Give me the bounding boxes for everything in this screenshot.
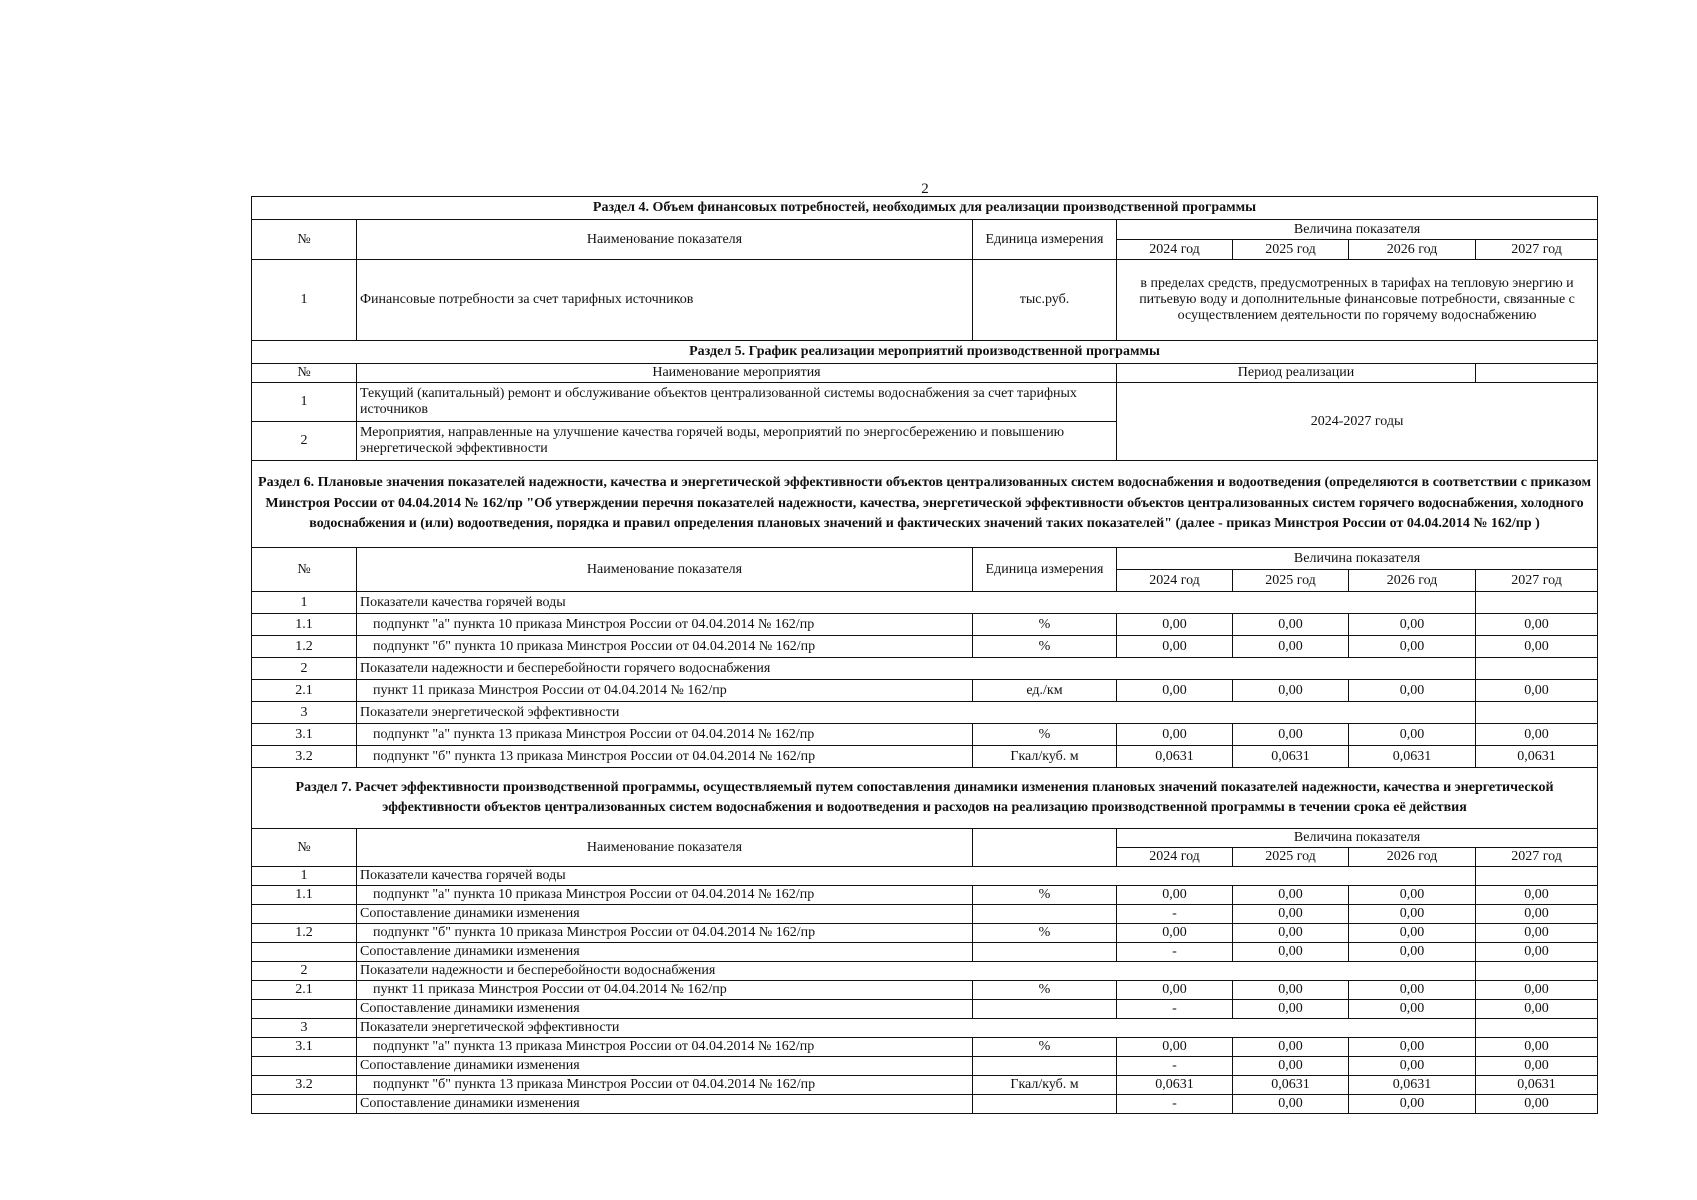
section5-period-value: 2024-2027 годы — [1117, 383, 1598, 461]
section5-title: Раздел 5. График реализации мероприятий производственной программы — [252, 341, 1598, 364]
row-num: 2 — [252, 658, 357, 680]
row-unit — [973, 905, 1117, 924]
section6-body — [252, 592, 1598, 768]
row-name: подпункт "а" пункта 13 приказа Минстроя России от 04.04.2014 № 162/пр — [357, 1038, 973, 1057]
row-value: - — [1117, 1000, 1233, 1019]
row-value: 0,00 — [1117, 886, 1233, 905]
row-value: 0,00 — [1117, 680, 1233, 702]
document-body — [251, 196, 1597, 1114]
table-row — [252, 962, 1598, 981]
row-empty-cell — [1476, 658, 1598, 680]
section7-title: Раздел 7. Расчет эффективности производственной программы, осуществляемый путем сопоставления динамики изменения плановых значений показателей надежности, качества и энергетической эффективности объектов централизованных систем водоснабжения и водоотведения и расходов на реализацию производственной программы в течении срока её действия — [252, 768, 1598, 829]
row-value: 0,00 — [1117, 924, 1233, 943]
row-unit: ед./км — [973, 680, 1117, 702]
section4-header-year: 2025 год — [1233, 240, 1349, 260]
table-row — [252, 746, 1598, 768]
row-value: 0,00 — [1117, 1038, 1233, 1057]
row-num: 1.2 — [252, 636, 357, 658]
row-unit: % — [973, 981, 1117, 1000]
section4-header-unit: Единица измерения — [973, 220, 1117, 260]
section7-header-year: 2025 год — [1233, 848, 1349, 867]
row-unit: % — [973, 614, 1117, 636]
row-value: 0,00 — [1349, 1057, 1476, 1076]
table-row — [252, 1019, 1598, 1038]
row-value: 0,00 — [1233, 680, 1349, 702]
row-value: 0,00 — [1233, 981, 1349, 1000]
section5-header-name: Наименование мероприятия — [357, 364, 1117, 383]
row-num: 2.1 — [252, 680, 357, 702]
section7-header-year: 2024 год — [1117, 848, 1233, 867]
row-value: 0,00 — [1349, 943, 1476, 962]
section4-row-num: 1 — [252, 260, 357, 341]
row-unit: % — [973, 724, 1117, 746]
row-name: подпункт "а" пункта 13 приказа Минстроя России от 04.04.2014 № 162/пр — [357, 724, 973, 746]
section7-header-num: № — [252, 829, 357, 867]
row-group-name: Показатели надежности и бесперебойности горячего водоснабжения — [357, 658, 1476, 680]
row-num: 1 — [252, 867, 357, 886]
row-num: 3 — [252, 702, 357, 724]
section4-row-value: в пределах средств, предусмотренных в тарифах на тепловую энергию и питьевую воду и дополнительные финансовые потребности, связанные с осуществлением деятельности по горячему водоснабжению — [1117, 260, 1598, 341]
row-empty-cell — [1476, 962, 1598, 981]
section5-header-period: Период реализации — [1117, 364, 1476, 383]
table-row — [252, 886, 1598, 905]
row-empty-cell — [1476, 1019, 1598, 1038]
row-value: 0,00 — [1349, 636, 1476, 658]
row-value: 0,00 — [1233, 1057, 1349, 1076]
row-value: 0,00 — [1233, 905, 1349, 924]
section6-title: Раздел 6. Плановые значения показателей надежности, качества и энергетической эффективности объектов централизованных систем водоснабжения и водоотведения (определяются в соответствии с приказом Минстроя России от 04.04.2014 № 162/пр "Об утверждении перечня показателей надежности, качества, энергетической эффективности объектов централизованных систем горячего водоснабжения, холодного водоснабжения и (или) водоотведения, порядка и правил определения плановых значений и фактических значений таких показателей" (далее - приказ Минстроя России от 04.04.2014 № 162/пр ) — [252, 461, 1598, 548]
table-row — [252, 924, 1598, 943]
row-group-name: Показатели энергетической эффективности — [357, 702, 1476, 724]
row-value: 0,00 — [1476, 636, 1598, 658]
row-num: 2.1 — [252, 981, 357, 1000]
section4-row-unit: тыс.руб. — [973, 260, 1117, 341]
row-value: 0,00 — [1349, 886, 1476, 905]
section4-title: Раздел 4. Объем финансовых потребностей, необходимых для реализации производственной программы — [252, 197, 1598, 220]
section4-header-value: Величина показателя — [1117, 220, 1598, 240]
row-num — [252, 1000, 357, 1019]
row-value: 0,00 — [1233, 724, 1349, 746]
row-name: Сопоставление динамики изменения — [357, 943, 973, 962]
section5-header-num: № — [252, 364, 357, 383]
row-name: Сопоставление динамики изменения — [357, 1095, 973, 1114]
section7-header-name: Наименование показателя — [357, 829, 973, 867]
section6-header-year: 2027 год — [1476, 570, 1598, 592]
row-value: 0,00 — [1349, 1095, 1476, 1114]
row-unit — [973, 943, 1117, 962]
row-value: 0,00 — [1349, 924, 1476, 943]
row-unit: % — [973, 636, 1117, 658]
section6-header-num: № — [252, 548, 357, 592]
table-row — [252, 867, 1598, 886]
row-value: 0,00 — [1117, 636, 1233, 658]
page-number: 2 — [921, 181, 929, 197]
table-row — [252, 702, 1598, 724]
row-unit: % — [973, 1038, 1117, 1057]
row-value: 0,00 — [1349, 1038, 1476, 1057]
table-row — [252, 1076, 1598, 1095]
row-num: 1.2 — [252, 924, 357, 943]
row-value: 0,0631 — [1117, 746, 1233, 768]
row-value: 0,00 — [1349, 905, 1476, 924]
section5-row-num: 1 — [252, 383, 357, 422]
row-value: 0,00 — [1117, 724, 1233, 746]
row-num: 3.1 — [252, 724, 357, 746]
section5-header-empty — [1476, 364, 1598, 383]
row-name: подпункт "а" пункта 10 приказа Минстроя России от 04.04.2014 № 162/пр — [357, 614, 973, 636]
table-row — [252, 680, 1598, 702]
row-value: 0,00 — [1349, 1000, 1476, 1019]
section7-body — [252, 867, 1598, 1114]
row-num — [252, 905, 357, 924]
row-group-name: Показатели надежности и бесперебойности водоснабжения — [357, 962, 1476, 981]
table-row — [252, 905, 1598, 924]
row-value: 0,00 — [1476, 886, 1598, 905]
row-name: пункт 11 приказа Минстроя России от 04.04.2014 № 162/пр — [357, 981, 973, 1000]
row-value: 0,00 — [1349, 724, 1476, 746]
section4-row-name: Финансовые потребности за счет тарифных источников — [357, 260, 973, 341]
row-num: 2 — [252, 962, 357, 981]
row-group-name: Показатели энергетической эффективности — [357, 1019, 1476, 1038]
row-value: 0,0631 — [1349, 746, 1476, 768]
row-num — [252, 943, 357, 962]
row-value: 0,0631 — [1476, 746, 1598, 768]
row-value: 0,00 — [1476, 1057, 1598, 1076]
row-value: - — [1117, 1057, 1233, 1076]
table-row — [252, 981, 1598, 1000]
section6-header-unit: Единица измерения — [973, 548, 1117, 592]
row-num: 1.1 — [252, 886, 357, 905]
section6-header-year: 2024 год — [1117, 570, 1233, 592]
row-value: 0,00 — [1233, 1095, 1349, 1114]
table-row — [252, 1000, 1598, 1019]
row-num: 3.1 — [252, 1038, 357, 1057]
row-name: Сопоставление динамики изменения — [357, 1057, 973, 1076]
section6-header-name: Наименование показателя — [357, 548, 973, 592]
row-num — [252, 1057, 357, 1076]
table-row — [252, 943, 1598, 962]
row-name: подпункт "б" пункта 10 приказа Минстроя России от 04.04.2014 № 162/пр — [357, 924, 973, 943]
row-value: 0,00 — [1349, 981, 1476, 1000]
table-row — [252, 614, 1598, 636]
row-value: 0,00 — [1476, 614, 1598, 636]
row-value: 0,0631 — [1349, 1076, 1476, 1095]
row-value: - — [1117, 905, 1233, 924]
section7-header-unit — [973, 829, 1117, 867]
row-value: 0,00 — [1476, 1038, 1598, 1057]
row-value: 0,00 — [1476, 724, 1598, 746]
row-group-name: Показатели качества горячей воды — [357, 592, 1476, 614]
section7-header-year: 2026 год — [1349, 848, 1476, 867]
section4-header-name: Наименование показателя — [357, 220, 973, 260]
section7-header-year: 2027 год — [1476, 848, 1598, 867]
row-num — [252, 1095, 357, 1114]
row-num: 3.2 — [252, 746, 357, 768]
table-row — [252, 1038, 1598, 1057]
row-value: 0,00 — [1117, 981, 1233, 1000]
row-name: подпункт "б" пункта 13 приказа Минстроя России от 04.04.2014 № 162/пр — [357, 746, 973, 768]
row-num: 3 — [252, 1019, 357, 1038]
row-empty-cell — [1476, 592, 1598, 614]
table-row — [252, 658, 1598, 680]
row-value: 0,00 — [1233, 1000, 1349, 1019]
row-name: Сопоставление динамики изменения — [357, 905, 973, 924]
row-value: 0,0631 — [1233, 1076, 1349, 1095]
row-unit: Гкал/куб. м — [973, 1076, 1117, 1095]
row-value: - — [1117, 943, 1233, 962]
row-value: 0,00 — [1476, 905, 1598, 924]
section5-row-name: Мероприятия, направленные на улучшение качества горячей воды, мероприятий по энергосбережению и повышению энергетической эффективности — [357, 422, 1117, 461]
row-unit — [973, 1095, 1117, 1114]
row-num: 1 — [252, 592, 357, 614]
row-value: 0,00 — [1233, 636, 1349, 658]
row-value: 0,00 — [1349, 680, 1476, 702]
row-num: 3.2 — [252, 1076, 357, 1095]
row-value: 0,00 — [1233, 886, 1349, 905]
section7-header-value: Величина показателя — [1117, 829, 1598, 848]
section4-header-num: № — [252, 220, 357, 260]
row-name: Сопоставление динамики изменения — [357, 1000, 973, 1019]
row-value: 0,00 — [1233, 943, 1349, 962]
row-unit — [973, 1000, 1117, 1019]
row-value: 0,0631 — [1233, 746, 1349, 768]
row-value: 0,00 — [1476, 1000, 1598, 1019]
row-value: 0,00 — [1117, 614, 1233, 636]
table-row — [252, 592, 1598, 614]
row-value: - — [1117, 1095, 1233, 1114]
row-name: подпункт "а" пункта 10 приказа Минстроя России от 04.04.2014 № 162/пр — [357, 886, 973, 905]
row-value: 0,00 — [1476, 943, 1598, 962]
row-empty-cell — [1476, 702, 1598, 724]
section6-header-year: 2026 год — [1349, 570, 1476, 592]
row-name: подпункт "б" пункта 13 приказа Минстроя России от 04.04.2014 № 162/пр — [357, 1076, 973, 1095]
section4-header-year: 2027 год — [1476, 240, 1598, 260]
table-row — [252, 724, 1598, 746]
row-unit: % — [973, 886, 1117, 905]
row-name: подпункт "б" пункта 10 приказа Минстроя России от 04.04.2014 № 162/пр — [357, 636, 973, 658]
row-value: 0,00 — [1233, 614, 1349, 636]
section5-row-num: 2 — [252, 422, 357, 461]
row-num: 1.1 — [252, 614, 357, 636]
row-value: 0,0631 — [1117, 1076, 1233, 1095]
section4-header-year: 2026 год — [1349, 240, 1476, 260]
section5-row-name: Текущий (капитальный) ремонт и обслуживание объектов централизованной системы водоснабжения за счет тарифных источников — [357, 383, 1117, 422]
row-unit — [973, 1057, 1117, 1076]
production-program-table — [251, 196, 1598, 1114]
row-value: 0,00 — [1476, 981, 1598, 1000]
row-empty-cell — [1476, 867, 1598, 886]
row-unit: % — [973, 924, 1117, 943]
row-value: 0,00 — [1476, 1095, 1598, 1114]
row-value: 0,00 — [1476, 680, 1598, 702]
section6-header-value: Величина показателя — [1117, 548, 1598, 570]
section4-header-year: 2024 год — [1117, 240, 1233, 260]
row-value: 0,00 — [1233, 924, 1349, 943]
row-value: 0,00 — [1349, 614, 1476, 636]
row-group-name: Показатели качества горячей воды — [357, 867, 1476, 886]
row-unit: Гкал/куб. м — [973, 746, 1117, 768]
row-value: 0,0631 — [1476, 1076, 1598, 1095]
table-row — [252, 1095, 1598, 1114]
row-name: пункт 11 приказа Минстроя России от 04.04.2014 № 162/пр — [357, 680, 973, 702]
row-value: 0,00 — [1476, 924, 1598, 943]
table-row — [252, 636, 1598, 658]
section6-header-year: 2025 год — [1233, 570, 1349, 592]
row-value: 0,00 — [1233, 1038, 1349, 1057]
table-row — [252, 1057, 1598, 1076]
